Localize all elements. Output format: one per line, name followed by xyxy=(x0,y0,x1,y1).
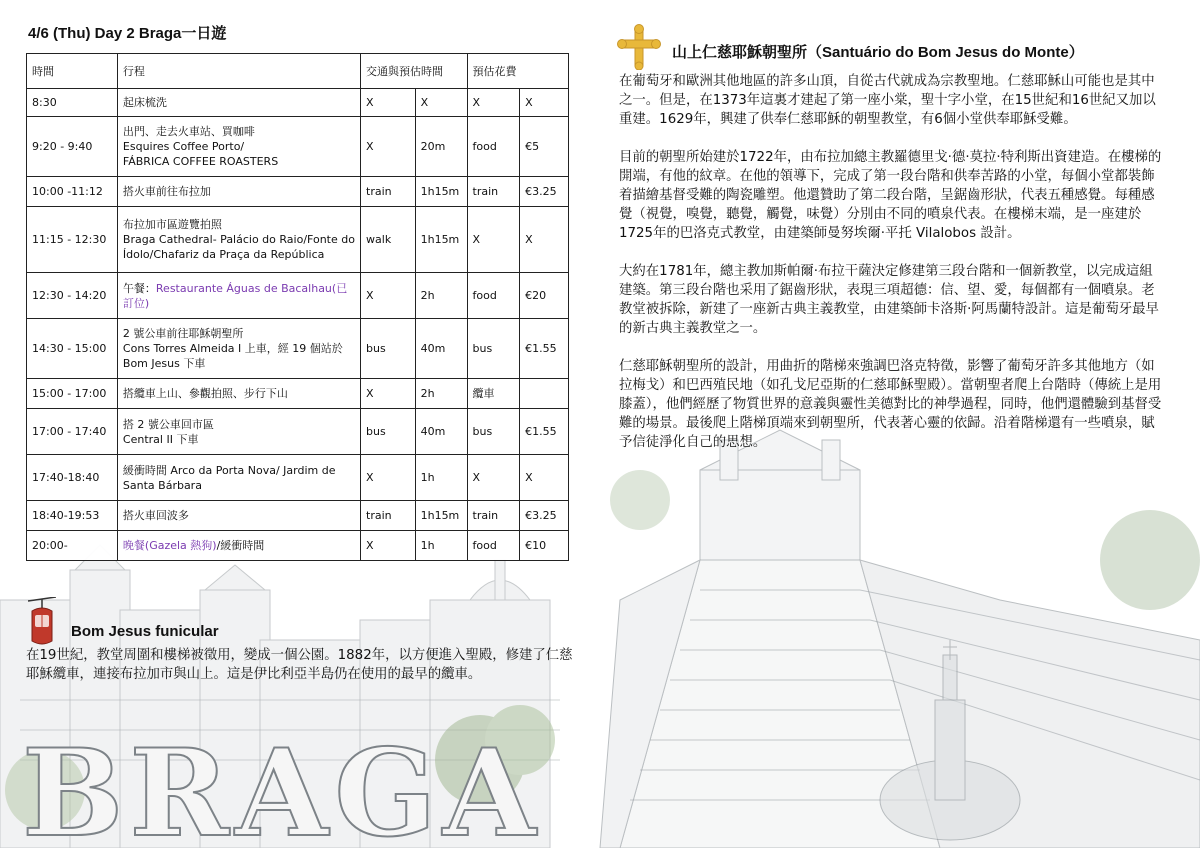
cell-cost xyxy=(520,379,569,409)
cell-time: 11:15 - 12:30 xyxy=(27,207,118,273)
cell-cost: €3.25 xyxy=(520,501,569,531)
cell-plan: 起床梳洗 xyxy=(117,89,360,117)
cell-cost: €10 xyxy=(520,531,569,561)
cell-plan xyxy=(117,531,360,561)
cell-duration: 2h xyxy=(415,379,467,409)
cell-category: X xyxy=(467,455,520,501)
cell-plan xyxy=(117,273,360,319)
braga-sign-art: BRAGA xyxy=(22,723,542,848)
cell-category: food xyxy=(467,273,520,319)
cell-plan: 搭火車前往布拉加 xyxy=(117,177,360,207)
header-cost: 預估花費 xyxy=(467,54,568,89)
paragraph: 大約在1781年，總主教加斯帕爾·布拉干薩決定修建第三段台階和一個新教堂，以完成這組建築。第三段台階也采用了鋸齒形狀，表現三項超德：信、望、愛，每個都有一個噴泉。老教堂被拆除，新建了一座新古典主義教堂，由建築師卡洛斯·阿馬蘭特設計。這是葡萄牙最早的新古典主義教堂之一。 xyxy=(619,264,1159,336)
table-row xyxy=(27,501,569,531)
cell-plan: 搭 2 號公車回市區 Central II 下車 xyxy=(117,409,360,455)
dinner-link[interactable]: 晚餐(Gazela 熱狗) xyxy=(122,539,217,552)
table-row xyxy=(27,273,569,319)
cell-mode: X xyxy=(361,273,416,319)
table-row xyxy=(27,319,569,379)
cell-cost: €1.55 xyxy=(520,319,569,379)
cell-mode: bus xyxy=(361,319,416,379)
cell-category: X xyxy=(467,207,520,273)
cell-time: 10:00 -11:12 xyxy=(27,177,118,207)
header-transport: 交通與預估時間 xyxy=(361,54,467,89)
cell-cost: €1.55 xyxy=(520,409,569,455)
cell-time: 18:40-19:53 xyxy=(27,501,118,531)
sanctuary-title: 山上仁慈耶穌朝聖所（Santuário do Bom Jesus do Monte） xyxy=(672,44,1084,61)
cell-cost: €20 xyxy=(520,273,569,319)
lunch-label: 午餐： xyxy=(122,281,156,295)
cable-car-icon xyxy=(28,597,56,649)
cell-mode: X xyxy=(361,89,416,117)
paragraph: 目前的朝聖所始建於1722年，由布拉加總主教羅德里戈·德·莫拉·特利斯出資建造。在樓梯的開端，有他的紋章。在他的領導下，完成了第一段台階和供奉苦路的小堂，每個小堂都裝飾着描繪基督受難的陶瓷雕塑。他還贊助了第二段台階，呈鋸齒形狀，代表五種感覺。每種感覺（視覺，嗅覺，聽覺，觸覺，味覺）分別由不同的噴泉代表。在樓梯末端，是一座建於1725年的巴洛克式教堂，由建築師曼努埃爾·平托 Vilalobos 設計。 xyxy=(619,150,1162,241)
cell-cost: X xyxy=(520,89,569,117)
cell-category: bus xyxy=(467,319,520,379)
cell-category: train xyxy=(467,177,520,207)
table-row xyxy=(27,531,569,561)
cell-plan: 2 號公車前往耶穌朝聖所 Cons Torres Almeida I 上車，經 19 個站於 Bom Jesus 下車 xyxy=(117,319,360,379)
cell-duration: 1h15m xyxy=(415,177,467,207)
table-row xyxy=(27,117,569,177)
day-title: 4/6 (Thu) Day 2 Braga一日遊 xyxy=(28,25,227,42)
cell-cost: X xyxy=(520,207,569,273)
cell-time: 20:00- xyxy=(27,531,118,561)
cell-category: bus xyxy=(467,409,520,455)
cell-plan: 緩衝時間 Arco da Porta Nova/ Jardim de Santa Bárbara xyxy=(117,455,360,501)
funicular-text: 在19世紀，教堂周圍和樓梯被徵用，變成一個公園。1882年，以方便進入聖殿，修建了仁慈耶穌纜車，連接布拉加市與山上。這是伊比利亞半島仍在使用的最早的纜車。 xyxy=(26,648,573,682)
cell-time: 15:00 - 17:00 xyxy=(27,379,118,409)
cell-duration: 20m xyxy=(415,117,467,177)
header-plan: 行程 xyxy=(117,54,360,89)
buffer-label: /緩衝時間 xyxy=(216,539,265,552)
cell-time: 8:30 xyxy=(27,89,118,117)
cell-time: 17:40-18:40 xyxy=(27,455,118,501)
cell-plan: 布拉加市區遊覽拍照 Braga Cathedral- Palácio do Raio/Fonte do Ídolo/Chafariz da Praça da República xyxy=(117,207,360,273)
cell-plan: 出門、走去火車站、買咖啡 Esquires Coffee Porto/ FÁBRICA COFFEE ROASTERS xyxy=(117,117,360,177)
cell-mode: train xyxy=(361,177,416,207)
cell-time: 14:30 - 15:00 xyxy=(27,319,118,379)
table-row xyxy=(27,455,569,501)
cell-plan: 搭纜車上山、參觀拍照、步行下山 xyxy=(117,379,360,409)
cell-category: food xyxy=(467,117,520,177)
cell-duration: 1h xyxy=(415,531,467,561)
cell-duration: X xyxy=(415,89,467,117)
table-row xyxy=(27,177,569,207)
table-row xyxy=(27,409,569,455)
cell-category: train xyxy=(467,501,520,531)
sanctuary-body xyxy=(619,72,1164,471)
cell-mode: walk xyxy=(361,207,416,273)
cell-duration: 40m xyxy=(415,409,467,455)
table-row xyxy=(27,207,569,273)
cell-category: food xyxy=(467,531,520,561)
cell-duration: 1h xyxy=(415,455,467,501)
paragraph: 在葡萄牙和歐洲其他地區的許多山頂，自從古代就成為宗教聖地。仁慈耶穌山可能也是其中之一。但是，在1373年這裏才建起了第一座小棠，聖十字小堂，在15世紀和16世紀又加以重建。1629年，興建了供奉仁慈耶穌的朝聖教堂，有6個小堂供奉耶穌受難。 xyxy=(619,74,1156,127)
funicular-title: Bom Jesus funicular xyxy=(71,623,219,640)
cell-duration: 1h15m xyxy=(415,501,467,531)
cell-mode: bus xyxy=(361,409,416,455)
cell-time: 12:30 - 14:20 xyxy=(27,273,118,319)
cell-duration: 40m xyxy=(415,319,467,379)
cell-cost: €5 xyxy=(520,117,569,177)
cell-category: 纜車 xyxy=(467,379,520,409)
restaurant-link[interactable]: Restaurante Águas de Bacalhau(已訂位) xyxy=(122,281,348,310)
table-header-row xyxy=(27,54,569,89)
cell-mode: X xyxy=(361,117,416,177)
cross-icon xyxy=(617,24,661,70)
table-row xyxy=(27,379,569,409)
paragraph: 仁慈耶穌朝聖所的設計，用曲折的階梯來強調巴洛克特徵，影響了葡萄牙許多其他地方（如拉梅戈）和巴西殖民地（如孔戈尼亞斯的仁慈耶穌聖殿）。當朝聖者爬上台階時（傳統上是用膝蓋），他們經歷了物質世界的意義與靈性美德對比的神學過程，同時，他們還體驗到基督受難的場景。最後爬上階梯頂端來到朝聖所，代表著心靈的依歸。沿着階梯還有一些噴泉，賦予信徒淨化自己的思想。 xyxy=(619,359,1162,450)
schedule-table xyxy=(26,53,569,561)
cell-duration: 2h xyxy=(415,273,467,319)
cell-cost: €3.25 xyxy=(520,177,569,207)
cell-mode: X xyxy=(361,531,416,561)
cell-category: X xyxy=(467,89,520,117)
cell-time: 9:20 - 9:40 xyxy=(27,117,118,177)
cell-time: 17:00 - 17:40 xyxy=(27,409,118,455)
table-row xyxy=(27,89,569,117)
cell-mode: X xyxy=(361,379,416,409)
cell-mode: train xyxy=(361,501,416,531)
header-time: 時間 xyxy=(27,54,118,89)
cell-plan: 搭火車回波多 xyxy=(117,501,360,531)
cell-mode: X xyxy=(361,455,416,501)
cell-duration: 1h15m xyxy=(415,207,467,273)
cell-cost: X xyxy=(520,455,569,501)
